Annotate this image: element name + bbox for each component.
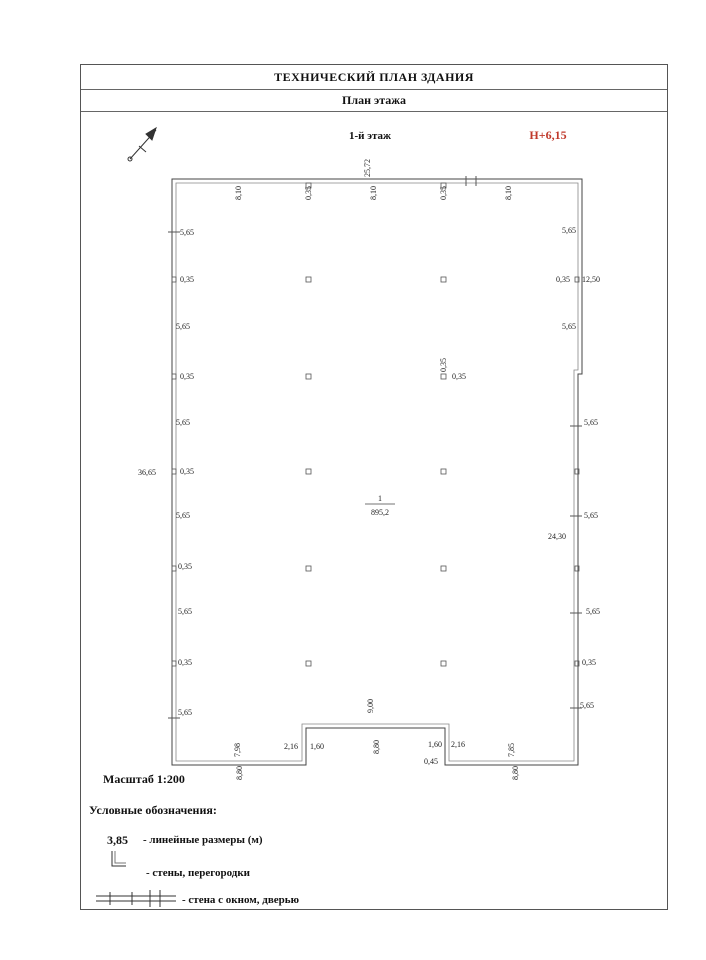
document-title: ТЕХНИЧЕСКИЙ ПЛАН ЗДАНИЯ bbox=[81, 65, 667, 90]
legend-walls-text: - стены, перегородки bbox=[146, 867, 250, 879]
dim-right-8: 5,65 bbox=[580, 701, 594, 710]
dim-right-4: 5,65 bbox=[584, 418, 598, 427]
dim-center-horiz: 0,35 bbox=[452, 372, 466, 381]
dim-right-7: 0,35 bbox=[582, 658, 596, 667]
document-subtitle: План этажа bbox=[81, 90, 667, 112]
room-number: 1 bbox=[378, 494, 382, 503]
legend-window-icon bbox=[96, 890, 176, 907]
dim-left-9: 5,65 bbox=[178, 607, 192, 616]
dim-left-2: 0,35 bbox=[180, 275, 194, 284]
dim-niche-r2: 2,16 bbox=[451, 740, 465, 749]
dim-niche-depth: 0,45 bbox=[424, 757, 438, 766]
dim-left-4: 0,35 bbox=[180, 372, 194, 381]
dim-center-vert: 0,35 bbox=[439, 358, 448, 372]
scale-label: Масштаб 1:200 bbox=[103, 772, 185, 786]
dim-right-5: 5,65 bbox=[584, 511, 598, 520]
dim-right-total-top: 12,50 bbox=[582, 275, 600, 284]
columns bbox=[172, 183, 579, 666]
dim-right-6: 5,65 bbox=[586, 607, 600, 616]
legend-walls-icon bbox=[112, 851, 126, 866]
dim-left-7: 5,65 bbox=[176, 511, 190, 520]
dim-left-11: 5,65 bbox=[178, 708, 192, 717]
height-mark: Н+6,15 bbox=[529, 128, 567, 142]
legend-window-text: - стена с окном, дверью bbox=[182, 894, 299, 906]
dim-top-1: 8,10 bbox=[234, 186, 243, 200]
room-area: 895,2 bbox=[371, 508, 389, 517]
building-walls bbox=[172, 179, 582, 765]
legend-title: Условные обозначения: bbox=[89, 803, 217, 817]
dim-right-total-bottom: 24,30 bbox=[548, 532, 566, 541]
dim-niche-inner: 8,80 bbox=[372, 740, 381, 754]
dim-left-5: 5,65 bbox=[176, 418, 190, 427]
dim-right-3: 5,65 bbox=[562, 322, 576, 331]
legend-dim-text: - линейные размеры (м) bbox=[143, 834, 263, 846]
dim-left-1: 5,65 bbox=[180, 228, 194, 237]
dim-niche-r1: 1,60 bbox=[428, 740, 442, 749]
dim-bl-width: 8,80 bbox=[235, 766, 244, 780]
north-arrow-icon bbox=[128, 128, 156, 161]
dim-bl-height: 7,98 bbox=[233, 743, 242, 757]
dim-br-width: 8,80 bbox=[511, 766, 520, 780]
dim-left-10: 0,35 bbox=[178, 658, 192, 667]
dim-top-2: 0,35 bbox=[304, 186, 313, 200]
dim-right-2: 0,35 bbox=[556, 275, 570, 284]
dim-top-total: 25,72 bbox=[363, 159, 372, 177]
dim-niche-l1: 2,16 bbox=[284, 742, 298, 751]
dim-left-total: 36,65 bbox=[138, 468, 156, 477]
floor-label: 1-й этаж bbox=[348, 130, 392, 142]
dim-top-4: 0,35 bbox=[439, 186, 448, 200]
legend-dim-sample: 3,85 bbox=[107, 833, 128, 847]
dim-top-3: 8,10 bbox=[369, 186, 378, 200]
dim-top-5: 8,10 bbox=[504, 186, 513, 200]
dim-left-3: 5,65 bbox=[176, 322, 190, 331]
dim-br-height: 7,85 bbox=[507, 743, 516, 757]
dim-niche-l2: 1,60 bbox=[310, 742, 324, 751]
dim-niche-width: 9,00 bbox=[366, 699, 375, 713]
dim-right-1: 5,65 bbox=[562, 226, 576, 235]
dim-left-8: 0,35 bbox=[178, 562, 192, 571]
dim-left-6: 0,35 bbox=[180, 467, 194, 476]
